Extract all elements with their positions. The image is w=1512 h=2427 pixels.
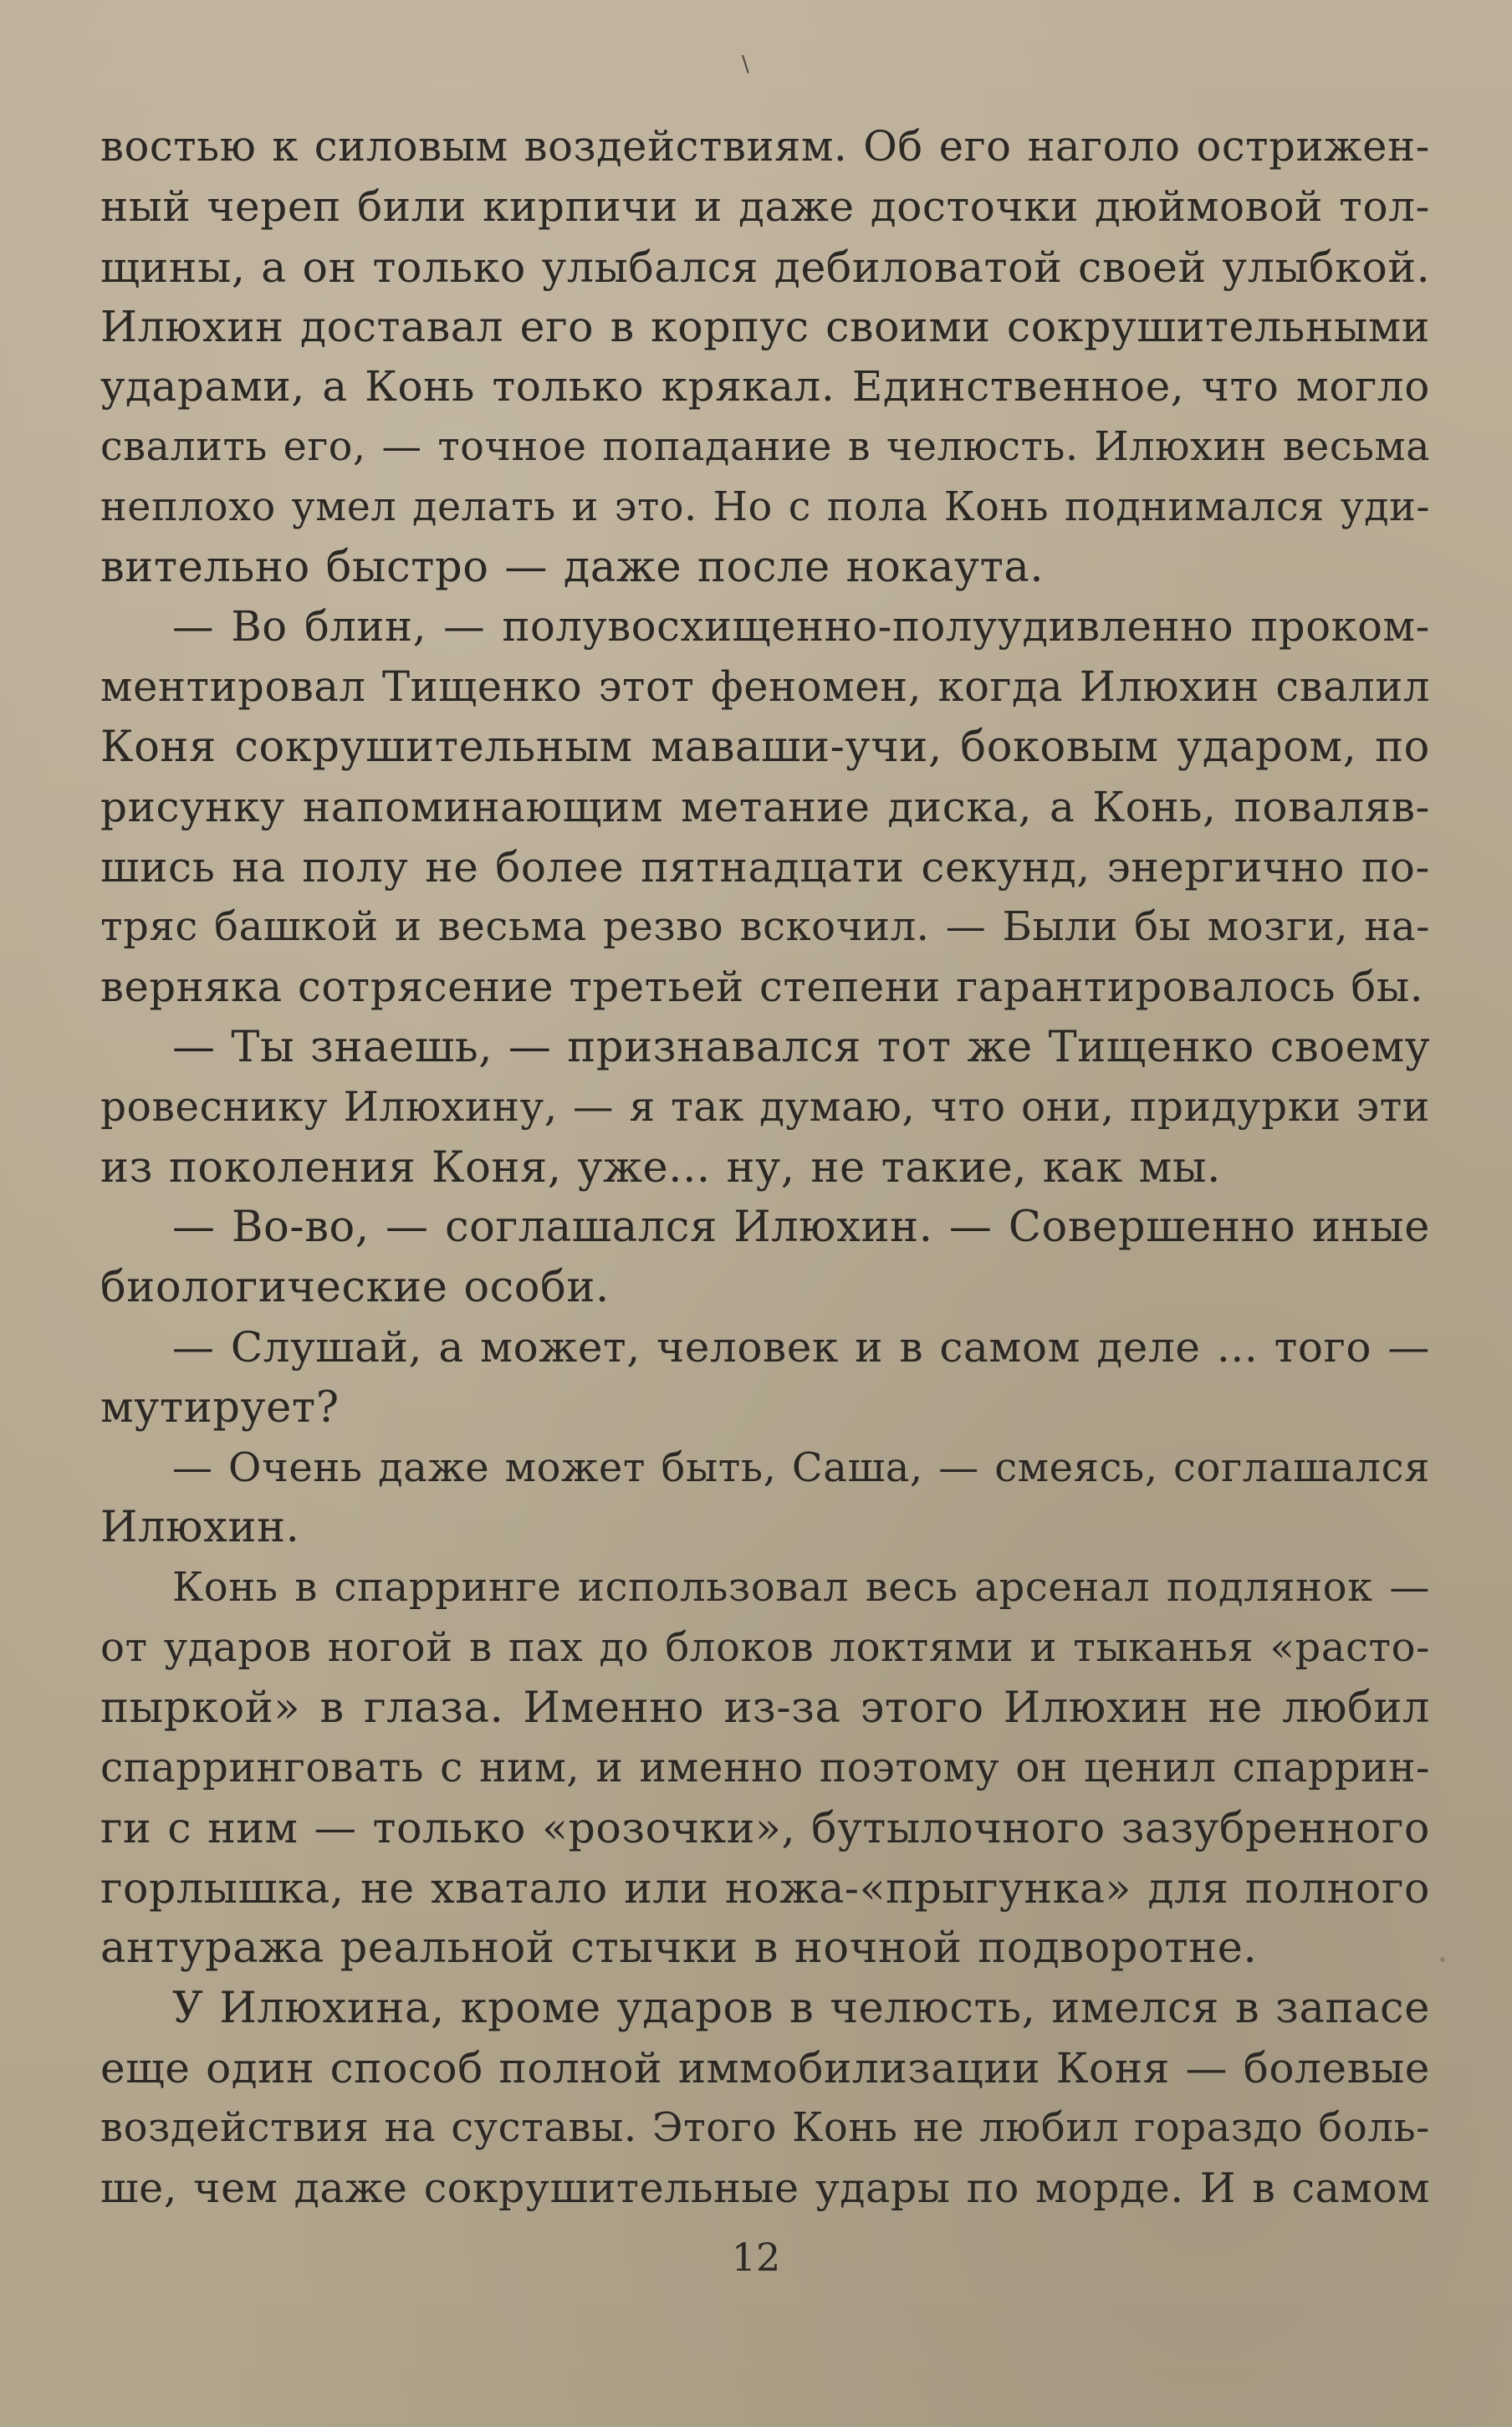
text-line: ровеснику Илюхину, — я так думаю, что они, придурки эти	[100, 1083, 1430, 1131]
text-line: — Ты знаешь, — признавался тот же Тищенко своему	[172, 1022, 1431, 1072]
text-line: верняка сотрясение третьей степени гарантировалось бы.	[100, 963, 1424, 1012]
text-line: шись на полу не более пятнадцати секунд, энергично по-	[100, 842, 1430, 892]
text-line: вительно быстро — даже после нокаута.	[100, 542, 1045, 592]
text-line: биологические особи.	[100, 1263, 610, 1313]
text-line: ментировал Тищенко этот феномен, когда Илюхин свалил	[100, 662, 1430, 712]
text-line: антуража реальной стычки в ночной подворотне.	[100, 1923, 1258, 1973]
page-body-text	[100, 117, 1430, 2219]
text-line: тряс башкой и весьма резво вскочил. — Были бы мозги, на-	[100, 903, 1430, 951]
text-line: — Слушай, а может, человек и в самом деле ... того —	[172, 1322, 1430, 1372]
text-line: спарринговать с ним, и именно поэтому он ценил спаррин-	[100, 1744, 1430, 1791]
text-line: от ударов ногой в пах до блоков локтями и тыканья «расто-	[100, 1623, 1430, 1671]
text-line: ный череп били кирпичи и даже досточки дюймовой тол-	[100, 181, 1430, 231]
text-line: ги с ним — только «розочки», бутылочного зазубренного	[100, 1803, 1430, 1853]
text-line: свалить его, — точное попадание в челюсть. Илюхин весьма	[100, 423, 1430, 470]
text-line: востью к силовым воздействиям. Об его наголо острижен-	[100, 122, 1430, 171]
text-line: — Очень даже может быть, Саша, — смеясь, соглашался	[172, 1443, 1430, 1491]
text-line: Илюхин доставал его в корпус своими сокрушительными	[100, 302, 1430, 352]
text-line: еще один способ полной иммобилизации Коня — болевые	[100, 2043, 1430, 2092]
text-line: горлышка, не хватало или ножа-«прыгунка» для полного	[100, 1863, 1430, 1913]
text-line: воздействия на суставы. Этого Конь не любил гораздо боль-	[100, 2104, 1430, 2152]
text-line: ше, чем даже сокрушительные удары по морде. И в самом	[100, 2164, 1430, 2213]
text-line: мутирует?	[100, 1382, 340, 1433]
page-number: 12	[731, 2235, 781, 2280]
paper-speck	[1440, 1957, 1445, 1962]
top-mark: \	[742, 52, 749, 77]
text-line: из поколения Коня, уже... ну, не такие, как мы.	[100, 1142, 1221, 1193]
text-line: — Во блин, — полувосхищенно-полуудивленно проком-	[172, 602, 1430, 651]
text-line: ударами, а Конь только крякал. Единственное, что могло	[100, 362, 1430, 411]
text-line: Конь в спарринге использовал весь арсенал подлянок —	[172, 1564, 1430, 1612]
text-line: пыркой» в глаза. Именно из-за этого Илюхин не любил	[100, 1683, 1430, 1733]
text-line: Коня сокрушительным маваши-учи, боковым ударом, по	[100, 722, 1430, 772]
text-line: щины, а он только улыбался дебиловатой своей улыбкой.	[100, 242, 1431, 292]
text-line: рисунку напоминающим метание диска, а Конь, поваляв-	[100, 782, 1430, 831]
text-line: Илюхин.	[100, 1503, 300, 1553]
text-line: — Во-во, — соглашался Илюхин. — Совершенно иные	[172, 1203, 1430, 1253]
text-line: У Илюхина, кроме ударов в челюсть, имелся в запасе	[172, 1983, 1430, 2033]
text-line: неплохо умел делать и это. Но с пола Конь поднимался уди-	[100, 483, 1430, 530]
